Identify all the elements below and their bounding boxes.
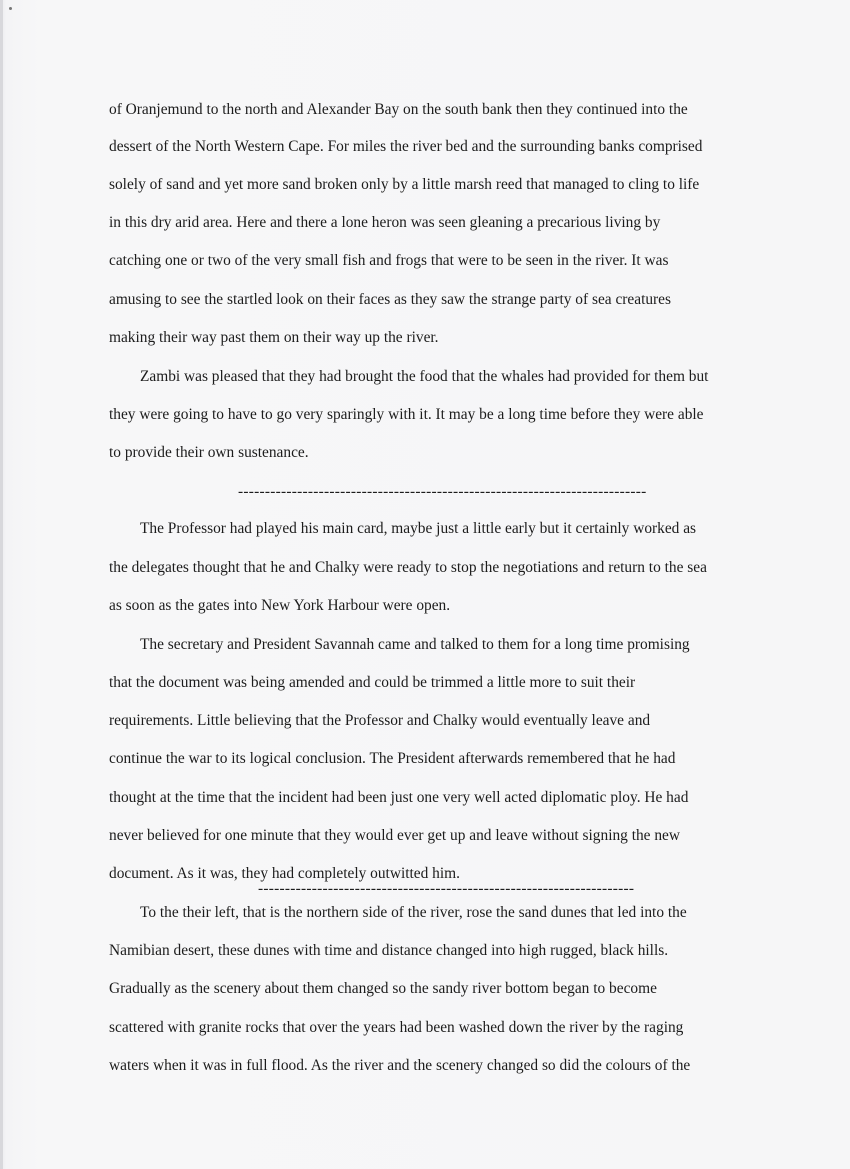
text-line: document. As it was, they had completely outwitted him.: [109, 865, 460, 882]
text-line: dessert of the North Western Cape. For miles the river bed and the surrounding banks comprised: [109, 138, 703, 155]
text-line: to provide their own sustenance.: [109, 444, 309, 461]
text-line: amusing to see the startled look on their faces as they saw the strange party of sea creatures: [109, 291, 671, 308]
text-line: scattered with granite rocks that over the years had been washed down the river by the raging: [109, 1019, 684, 1036]
text-line: thought at the time that the incident had been just one very well acted diplomatic ploy. He had: [109, 789, 689, 806]
section-separator: ----------------------------------------------------------------------------: [238, 483, 647, 500]
text-line: Gradually as the scenery about them changed so the sandy river bottom began to become: [109, 980, 657, 997]
text-line: The Professor had played his main card, maybe just a little early but it certainly worked as: [140, 520, 697, 537]
text-line: they were going to have to go very sparingly with it. It may be a long time before they were able: [109, 406, 704, 423]
text-line: solely of sand and yet more sand broken only by a little marsh reed that managed to cling to life: [109, 176, 700, 193]
text-line: never believed for one minute that they would ever get up and leave without signing the new: [109, 827, 680, 844]
text-line: making their way past them on their way up the river.: [109, 329, 439, 346]
scan-edge-shadow: [0, 0, 3, 1169]
section-separator: ----------------------------------------------------------------------: [258, 880, 635, 897]
text-line: To the their left, that is the northern side of the river, rose the sand dunes that led into the: [140, 904, 687, 921]
text-line: the delegates thought that he and Chalky were ready to stop the negotiations and return to the sea: [109, 559, 707, 576]
scan-speck: [9, 7, 12, 10]
text-line: catching one or two of the very small fish and frogs that were to be seen in the river. It was: [109, 252, 669, 269]
text-line: Zambi was pleased that they had brought the food that the whales had provided for them but: [140, 368, 709, 385]
text-line: The secretary and President Savannah came and talked to them for a long time promising: [140, 636, 690, 653]
text-line: as soon as the gates into New York Harbour were open.: [109, 597, 451, 614]
text-line: waters when it was in full flood. As the river and the scenery changed so did the colours of the: [109, 1057, 691, 1074]
text-line: Namibian desert, these dunes with time and distance changed into high rugged, black hills.: [109, 942, 669, 959]
text-line: in this dry arid area. Here and there a lone heron was seen gleaning a precarious living by: [109, 214, 661, 231]
text-line: that the document was being amended and could be trimmed a little more to suit their: [109, 674, 636, 691]
text-line: requirements. Little believing that the Professor and Chalky would eventually leave and: [109, 712, 651, 729]
text-line: of Oranjemund to the north and Alexander Bay on the south bank then they continued into the: [109, 101, 688, 118]
text-line: continue the war to its logical conclusion. The President afterwards remembered that he had: [109, 750, 676, 767]
